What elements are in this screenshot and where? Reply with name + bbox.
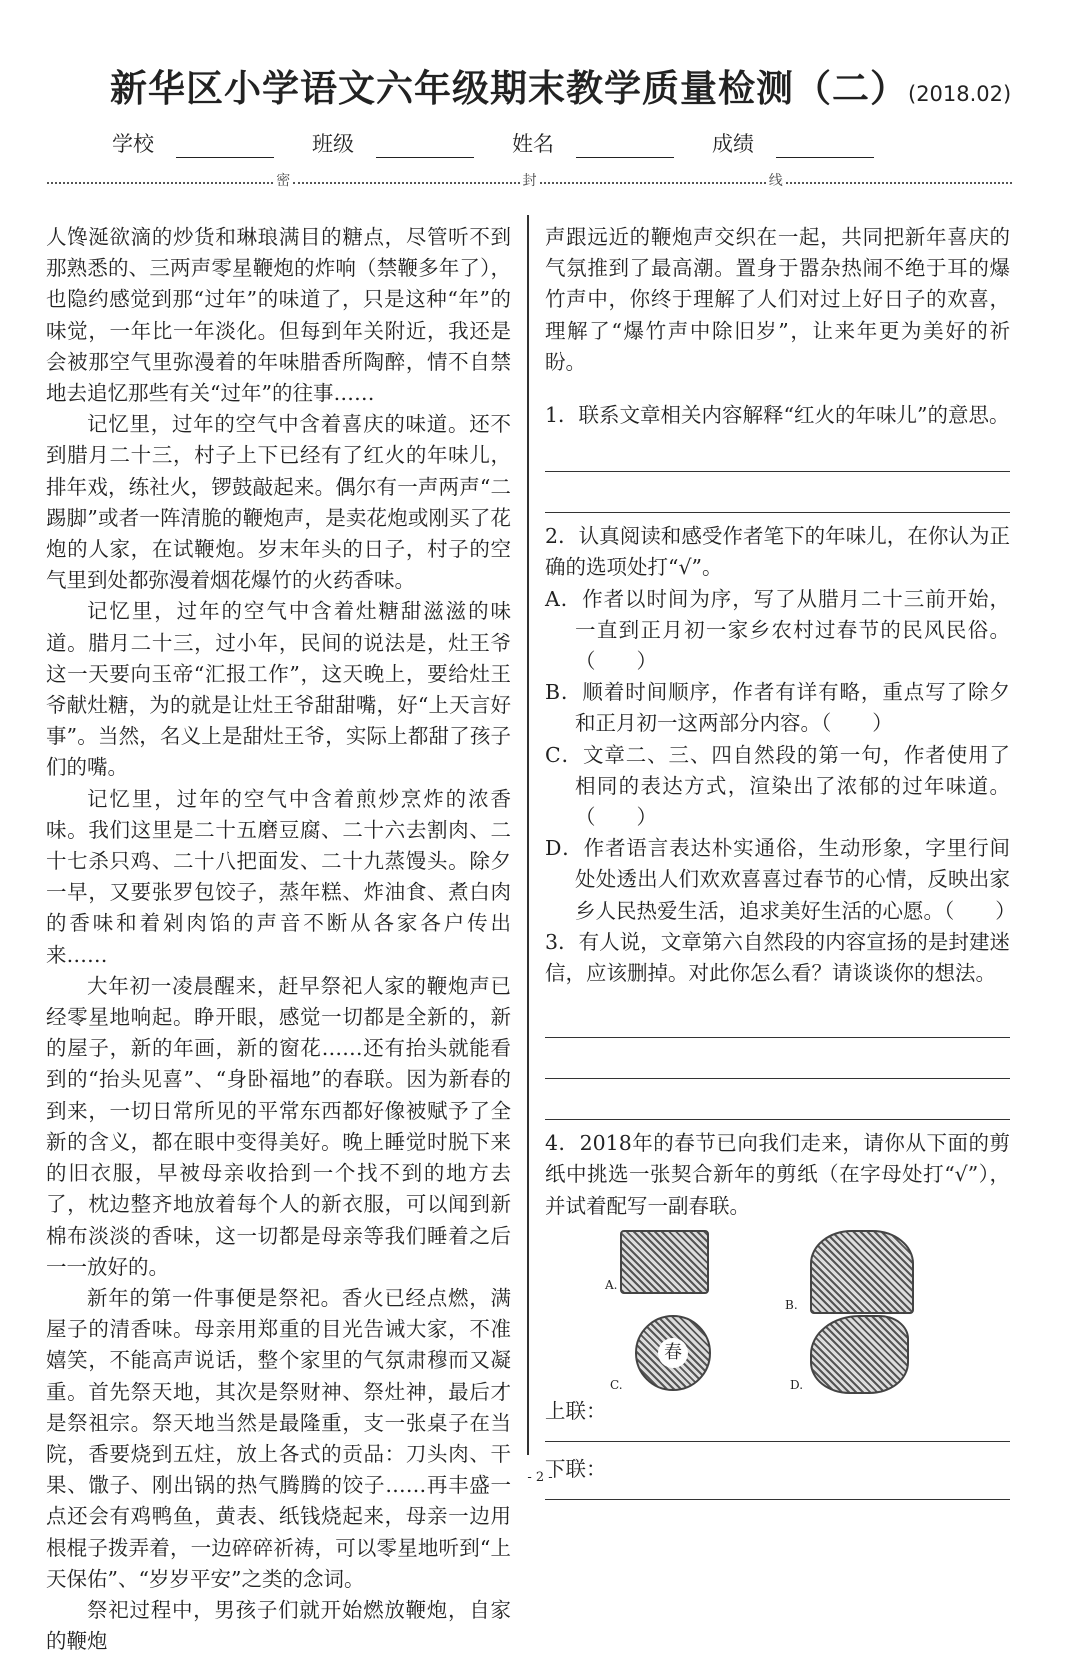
paper-cut-label-b[interactable]: B.: [785, 1297, 798, 1312]
exam-title: 新华区小学语文六年级期末教学质量检测（二）(2018.02): [110, 67, 1012, 110]
student-info-fields: [112, 128, 912, 158]
score-field: [712, 128, 874, 158]
dotted-line: [47, 176, 273, 184]
question-4: 4．2018年的春节已向我们走来，请你从下面的剪纸中挑选一张契合新年的剪纸（在字母处打“√”），并试着配写一副春联。: [545, 1131, 1010, 1218]
answer-line[interactable]: [545, 431, 1010, 472]
answer-line[interactable]: [545, 1038, 1010, 1079]
option-c[interactable]: C．文章二、三、四自然段的第一句，作者使用了相同的表达方式，渲染出了浓郁的过年味道。（ ）: [545, 742, 1010, 830]
reading-passage: [46, 222, 511, 1657]
school-blank[interactable]: [176, 135, 274, 158]
paragraph: 人馋涎欲滴的炒货和琳琅满目的糖点，尽管听不到那熟悉的、三两声零星鞭炮的炸响（禁鞭多年了），也隐约感觉到那“过年”的味道了，只是这种“年”的味觉，一年比一年淡化。但每到年关附近，我还是会被那空气里弥漫着的年味腊香所陶醉，情不自禁地去追忆那些有关“过年”的往事……: [46, 225, 511, 406]
score-blank[interactable]: [776, 135, 874, 158]
option-d[interactable]: D．作者语言表达朴实通俗，生动形象，字里行间处处透出人们欢欢喜喜过春节的心情，反映出家乡人民热爱生活，追求美好生活的心愿。（ ）: [545, 836, 1016, 923]
questions-column: [545, 222, 1016, 1500]
paragraph: 新年的第一件事便是祭祀。香火已经点燃，满屋子的清香味。母亲用郑重的目光告诫大家，不准嬉笑，不能高声说话，整个家里的气氛肃穆而又凝重。首先祭天地，其次是祭财神、祭灶神，最后才是祭祖宗。祭天地当然是最隆重，支一张桌子在当院，香要烧到五炷，放上各式的贡品：刀头肉、干果、馓子、刚出锅的热气腾腾的饺子……再丰盛一点还会有鸡鸭鱼，黄表、纸钱烧起来，母亲一边用根棍子拨弄着，一边碎碎祈祷，可以零星地听到“上天保佑”、“岁岁平安”之类的念词。: [46, 1285, 511, 1591]
paper-cut-double-happiness-image: [620, 1230, 709, 1294]
seal-mark: 线: [768, 173, 783, 189]
paper-cut-spring-medallion-image: [635, 1315, 711, 1391]
seal-mark: 封: [522, 173, 537, 189]
name-field: [512, 128, 674, 158]
option-b[interactable]: B．顺着时间顺序，作者有详有略，重点写了除夕和正月初一这两部分内容。（ ）: [545, 680, 1010, 736]
question-2: 2．认真阅读和感受作者笔下的年味儿，在你认为正确的选项处打“√”。: [545, 524, 1010, 580]
paper-cut-label-d[interactable]: D.: [790, 1377, 804, 1392]
paragraph: 祭祀过程中，男孩子们就开始燃放鞭炮，自家的鞭炮: [46, 1597, 511, 1654]
upper-couplet-label: 上联：: [545, 1398, 607, 1423]
paper-cut-label-c[interactable]: C.: [610, 1377, 623, 1392]
answer-line[interactable]: [545, 1079, 1010, 1120]
paper-cut-options: [545, 1230, 1010, 1390]
dotted-line: [540, 176, 766, 184]
name-label: 姓名: [512, 132, 554, 156]
school-field: [112, 128, 274, 158]
answer-line[interactable]: [545, 472, 1010, 513]
dotted-line: [293, 176, 519, 184]
paragraph: 记忆里，过年的空气中含着喜庆的味道。还不到腊月二十三，村子上下已经有了红火的年味儿，排年戏，练社火，锣鼓敲起来。偶尔有一声两声“二踢脚”或者一阵清脆的鞭炮声，是卖花炮或刚买了花炮的人家，在试鞭炮。岁末年头的日子，村子的空气里到处都弥漫着烟花爆竹的火药香味。: [46, 412, 511, 593]
paper-cut-label-a[interactable]: A.: [605, 1277, 618, 1292]
question-3: 3．有人说，文章第六自然段的内容宣扬的是封建迷信，应该删掉。对此你怎么看？请谈谈你的想法。: [545, 929, 1010, 986]
answer-line[interactable]: [545, 989, 1010, 1038]
paper-cut-child-with-fish-image: [810, 1315, 909, 1394]
seal-line: [47, 170, 1012, 190]
seal-mark: 密: [276, 173, 291, 189]
paragraph: 记忆里，过年的空气中含着灶糖甜滋滋的味道。腊月二十三，过小年，民间的说法是，灶王爷这一天要向玉帝“汇报工作”，这天晚上，要给灶王爷献灶糖，为的就是让灶王爷甜甜嘴，好“上天言好事”。当然，名义上是甜灶王爷，实际上都甜了孩子们的嘴。: [46, 599, 511, 780]
upper-couplet-line[interactable]: [545, 1427, 1010, 1442]
class-blank[interactable]: [376, 135, 474, 158]
school-label: 学校: [112, 132, 154, 156]
name-blank[interactable]: [576, 135, 674, 158]
lower-couplet-label: 下联：: [545, 1457, 607, 1482]
spring-character: 春: [658, 1338, 688, 1368]
class-field: [312, 128, 474, 158]
paragraph: 大年初一凌晨醒来，赶早祭祀人家的鞭炮声已经零星地响起。睁开眼，感觉一切都是全新的，新的屋子，新的年画，新的窗花……还有抬头就能看到的“抬头见喜”、“身卧福地”的春联。因为新春的到来，一切日常所见的平常东西都好像被赋予了全新的含义，都在眼中变得美好。晚上睡觉时脱下来的旧衣服，早被母亲收拾到一个找不到的地方去了，枕边整齐地放着每个人的新衣服，可以闻到新棉布淡淡的香味，这一切都是母亲等我们睡着之后一一放好的。: [46, 973, 511, 1279]
question-1: 1．联系文章相关内容解释“红火的年味儿”的意思。: [545, 403, 1010, 428]
paper-cut-sailing-ship-image: [810, 1230, 914, 1314]
lower-couplet-line[interactable]: [545, 1485, 1010, 1500]
option-a[interactable]: A．作者以时间为序，写了从腊月二十三前开始，一直到正月初一家乡农村过春节的民风民俗。（ ）: [545, 586, 1010, 674]
dotted-line: [786, 176, 1012, 184]
score-label: 成绩: [712, 132, 754, 156]
paragraph: 声跟远近的鞭炮声交织在一起，共同把新年喜庆的气氛推到了最高潮。置身于嚣杂热闹不绝于耳的爆竹声中，你终于理解了人们对过上好日子的欢喜，理解了“爆竹声中除旧岁”，让来年更为美好的祈盼。: [545, 225, 1010, 374]
class-label: 班级: [312, 132, 354, 156]
exam-date: (2018.02): [908, 82, 1012, 106]
page-number: - 2 -: [527, 1470, 553, 1485]
paragraph: 记忆里，过年的空气中含着煎炒烹炸的浓香味。我们这里是二十五磨豆腐、二十六去割肉、二十七杀只鸡、二十八把面发、二十九蒸馒头。除夕一早，又要张罗包饺子，蒸年糕、炸油食、煮白肉的香味和着剁肉馅的声音不断从各家各户传出来……: [46, 786, 511, 967]
column-divider: [527, 215, 529, 1455]
